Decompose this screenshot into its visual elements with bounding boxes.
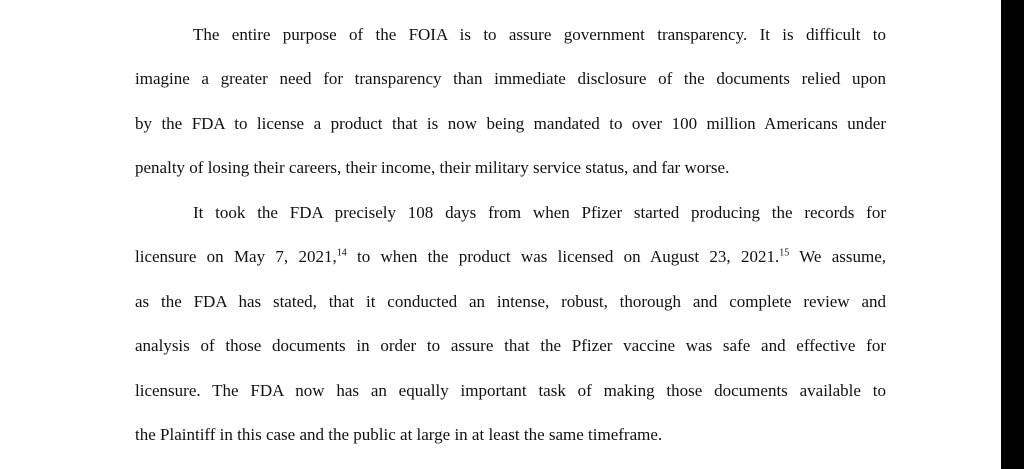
paragraph-2-line-4: analysis of those documents in order to assure that the Pfizer vaccine was safe and effective for: [135, 336, 886, 355]
line-2-text-c: We assume,: [789, 247, 887, 266]
paragraph-1-line-1: The entire purpose of the FOIA is to assure government transparency. It is difficult to: [193, 25, 886, 44]
paragraph-2-line-1: It took the FDA precisely 108 days from when Pfizer started producing the records for: [193, 203, 886, 222]
line-2-text-a: licensure on May 7, 2021,: [135, 247, 337, 266]
paragraph-1-line-4: penalty of losing their careers, their income, their military service status, and far worse.: [135, 158, 730, 177]
paragraph-2-line-5: licensure. The FDA now has an equally important task of making those documents available to: [135, 381, 886, 400]
paragraph-1-line-3: by the FDA to license a product that is now being mandated to over 100 million Americans under: [135, 114, 886, 133]
paragraph-2-line-6: the Plaintiff in this case and the public at large in at least the same timeframe.: [135, 425, 663, 444]
footnote-14-marker: 14: [336, 247, 347, 259]
paragraph-1-line-2: imagine a greater need for transparency than immediate disclosure of the documents relied upon: [135, 69, 886, 88]
dark-border: [1001, 0, 1024, 469]
paragraph-2-line-3: as the FDA has stated, that it conducted an intense, robust, thorough and complete review and: [135, 292, 886, 311]
paragraph-2-line-2: [135, 246, 886, 268]
footnote-15-marker: 15: [779, 247, 790, 259]
line-2-text-b: to when the product was licensed on August 23, 2021.: [346, 247, 780, 266]
